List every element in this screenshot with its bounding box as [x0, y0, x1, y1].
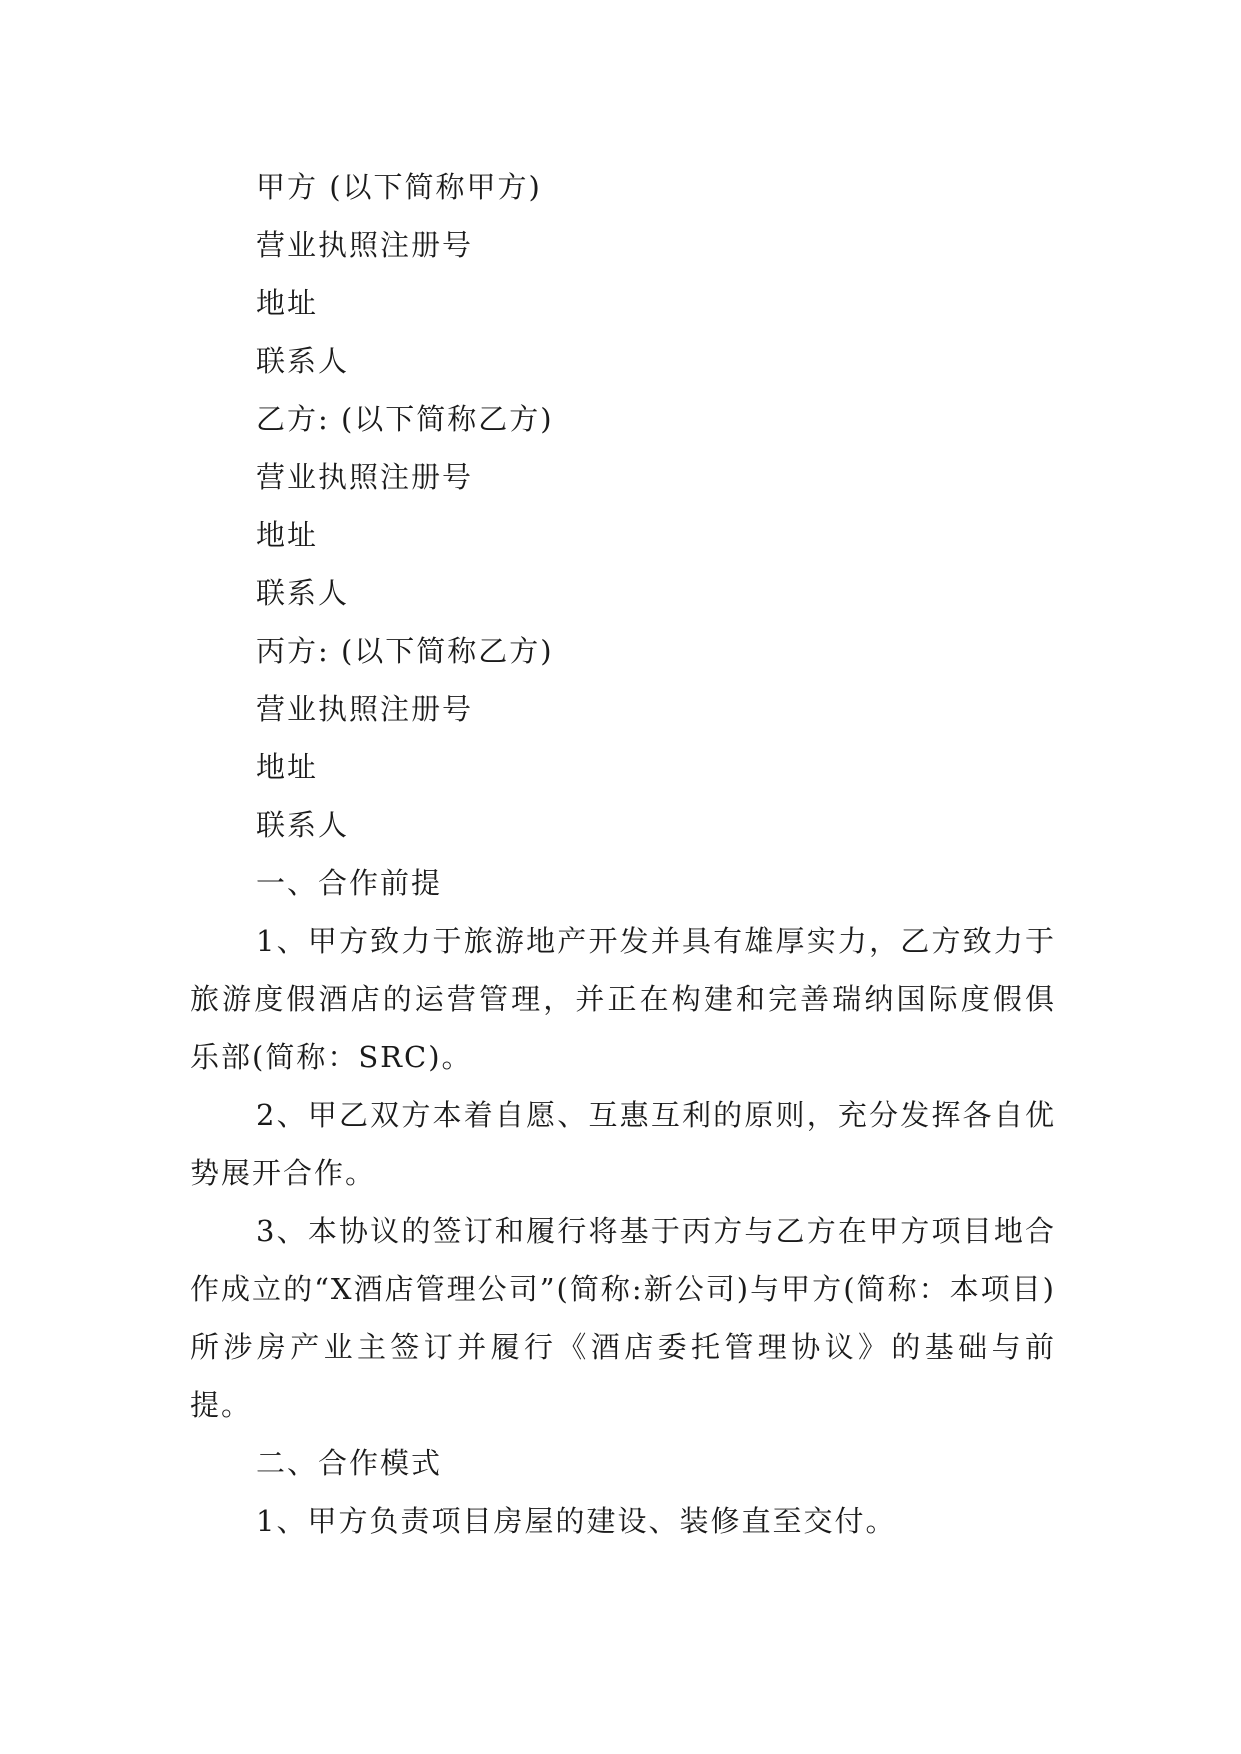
party-a-address-label: 地址 — [256, 286, 319, 320]
document-body — [190, 158, 1056, 1550]
party-a-contact-label: 联系人 — [256, 344, 350, 378]
section-2-clause-1: 1、甲方负责项目房屋的建设、装修直至交付。 — [256, 1504, 897, 1538]
party-c-contact-label: 联系人 — [256, 808, 350, 842]
party-b-address-label: 地址 — [256, 518, 319, 552]
party-a-name: 甲方 (以下简称甲方) — [256, 170, 542, 204]
party-c-address-label: 地址 — [256, 750, 319, 784]
party-b-contact-label: 联系人 — [256, 576, 350, 610]
party-b-name: 乙方: (以下简称乙方) — [256, 402, 554, 436]
section-1-clause-2: 2、甲乙双方本着自愿、互惠互利的原则，充分发挥各自优势展开合作。 — [190, 1098, 1056, 1190]
party-a-license-label: 营业执照注册号 — [256, 228, 474, 262]
party-c-license-label: 营业执照注册号 — [256, 692, 474, 726]
party-c-name: 丙方: (以下简称乙方) — [256, 634, 554, 668]
section-1-clause-3: 3、本协议的签订和履行将基于丙方与乙方在甲方项目地合作成立的“X酒店管理公司”(简称:新公司)与甲方(简称：本项目)所涉房产业主签订并履行《酒店委托管理协议》的基础与前提。 — [190, 1214, 1056, 1422]
section-2-heading: 二、合作模式 — [256, 1446, 443, 1480]
section-1-heading: 一、合作前提 — [256, 866, 443, 900]
party-b-license-label: 营业执照注册号 — [256, 460, 474, 494]
section-1-clause-1: 1、甲方致力于旅游地产开发并具有雄厚实力，乙方致力于旅游度假酒店的运营管理，并正在构建和完善瑞纳国际度假俱乐部(简称：SRC)。 — [190, 924, 1056, 1074]
